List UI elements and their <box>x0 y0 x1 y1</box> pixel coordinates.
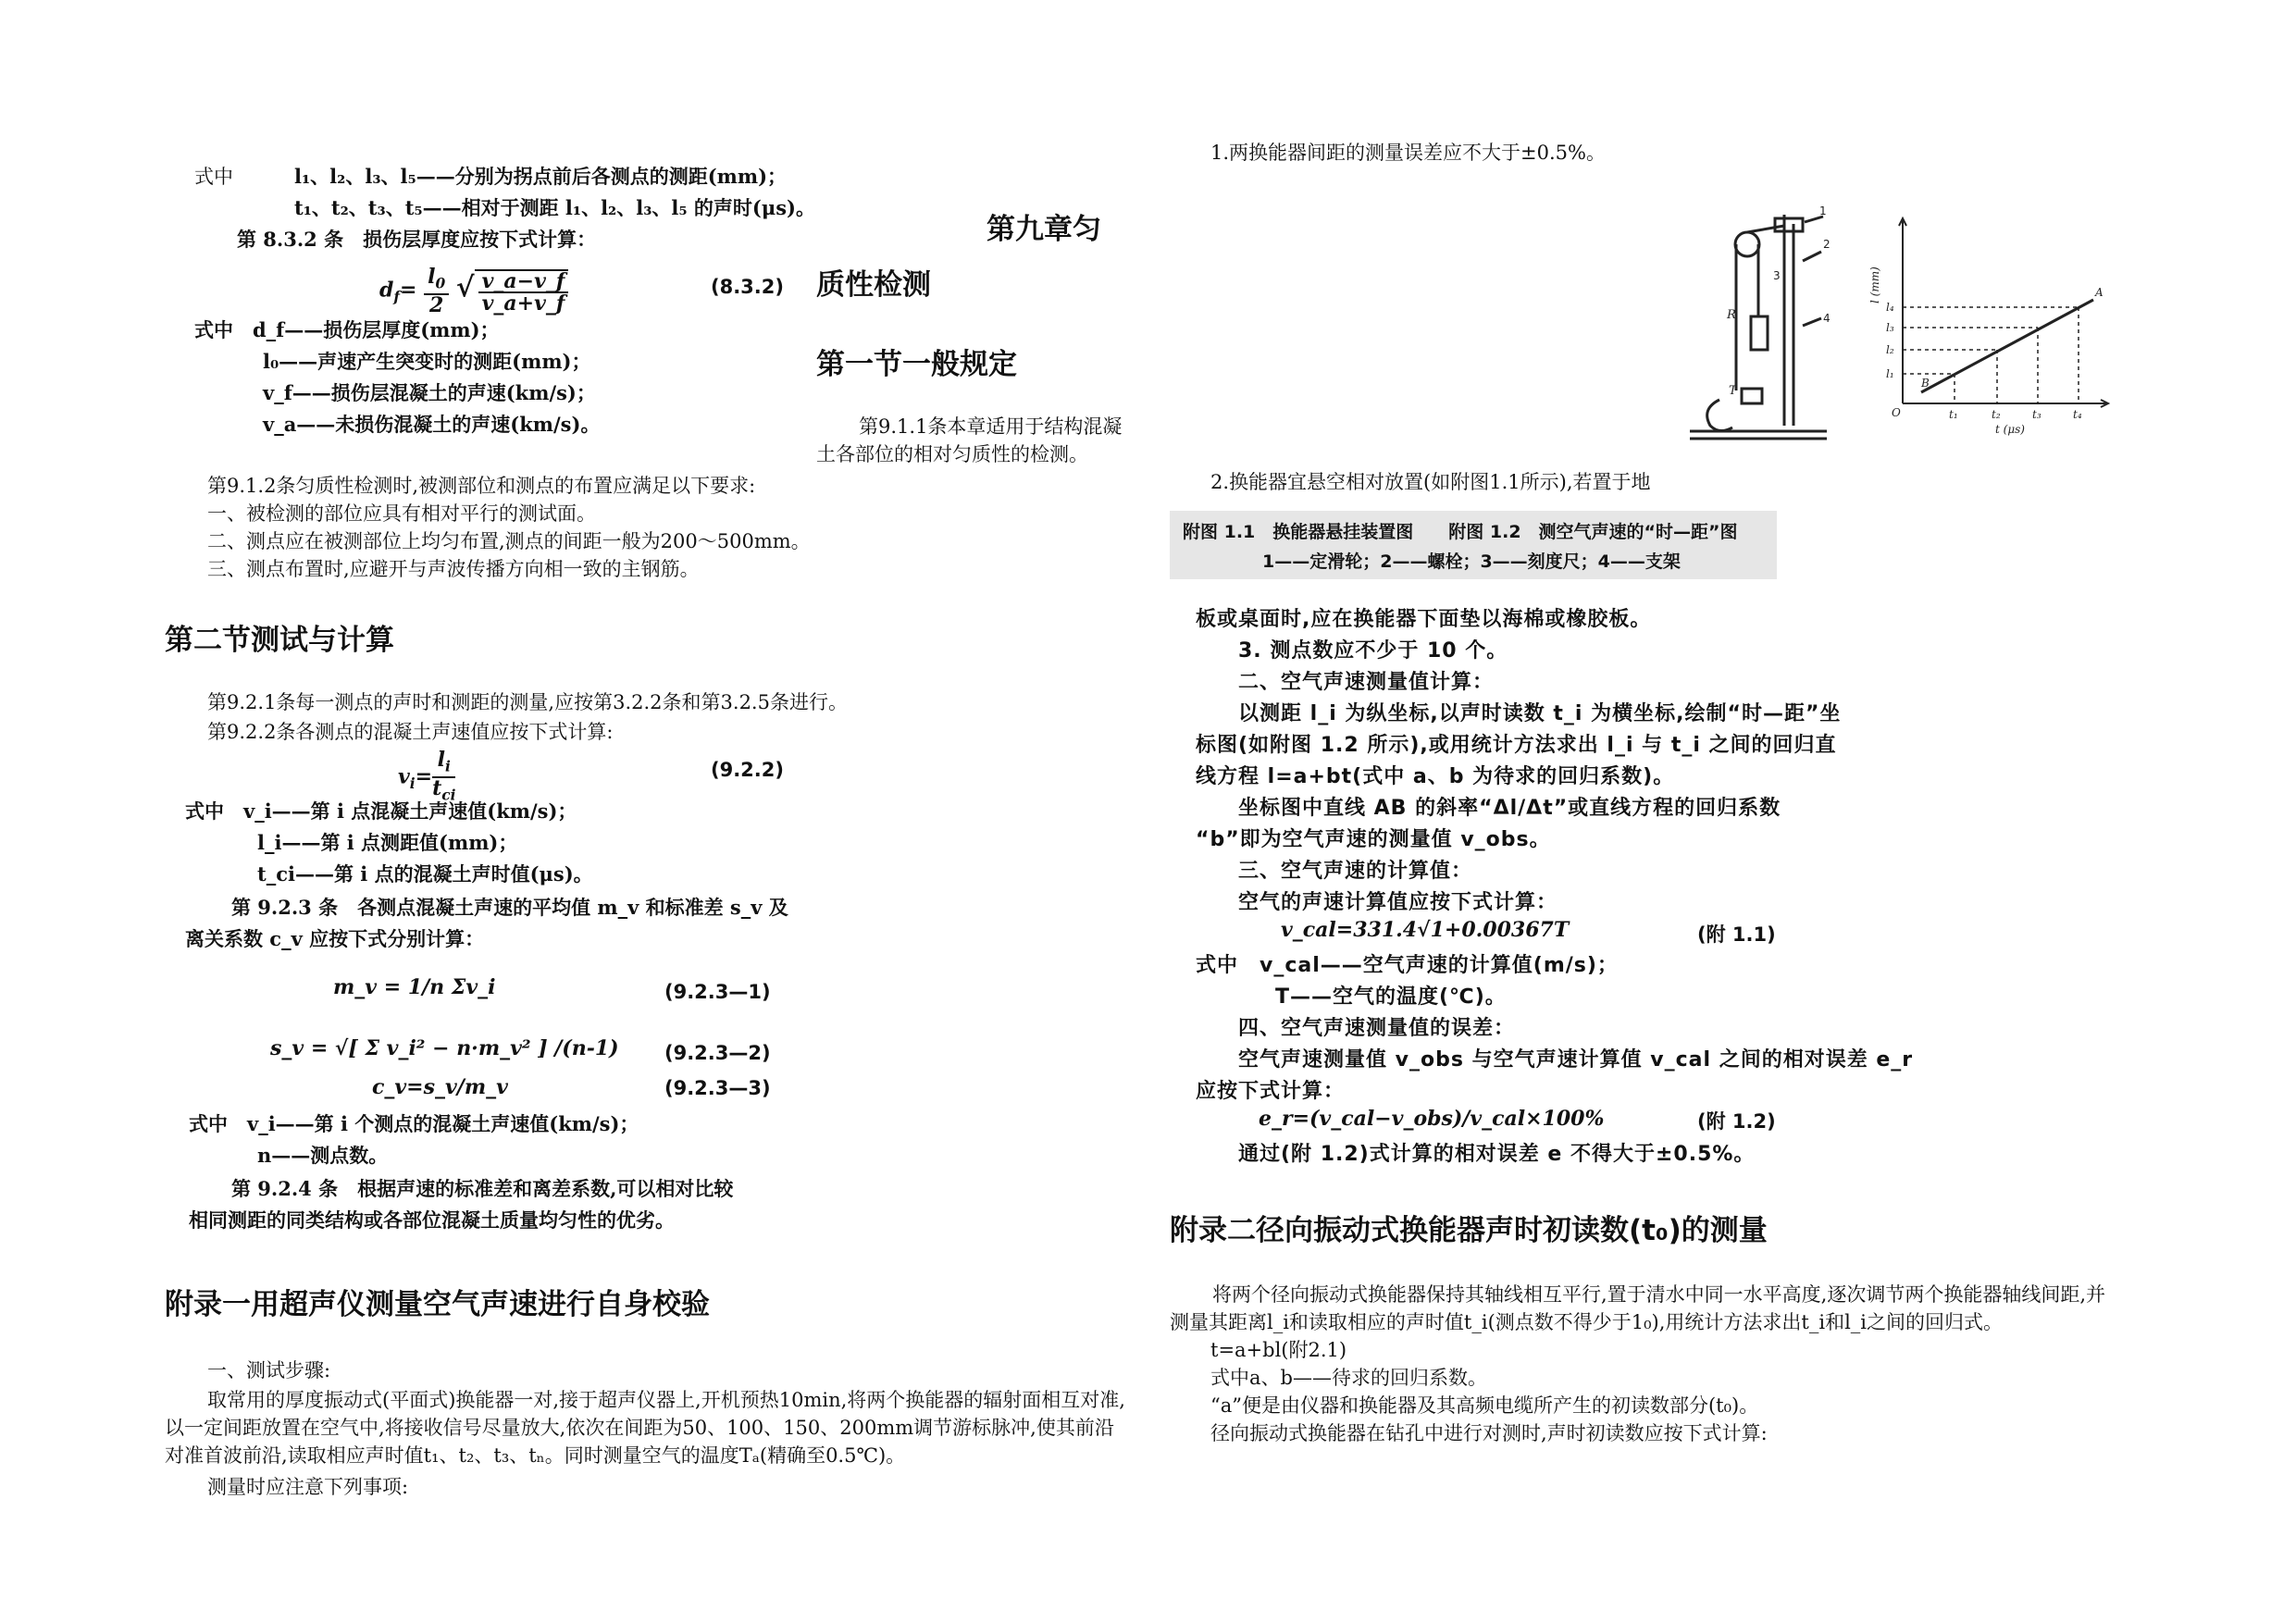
equation-number: (9.2.3—1) <box>664 981 771 1003</box>
formula-note: t₁、t₂、t₃、t₅——相对于测距 l₁、l₂、l₃、l₅ 的声时(μs)。 <box>294 196 815 219</box>
list-item: 三、测点布置时,应避开与声波传播方向相一致的主钢筋。 <box>207 558 700 580</box>
tick-label: t₂ <box>1992 408 2001 421</box>
formula-9-2-3-3: c_v=s_v/m_v <box>372 1075 508 1099</box>
definition-line: 式中 d_f——损伤层厚度(mm)； <box>194 318 500 341</box>
equation-number: (9.2.3—2) <box>664 1042 771 1064</box>
formula-note: l₁、l₂、l₃、l₅——分别为拐点前后各测点的测距(mm)； <box>294 165 788 188</box>
figure-label: T <box>1729 384 1737 398</box>
tick-label: l₁ <box>1886 367 1894 380</box>
article-9-2-3: 离关系数 c_v 应按下式分别计算： <box>185 927 485 950</box>
paragraph: 以测距 l_i 为纵坐标,以声时读数 t_i 为横坐标,绘制“时—距”坐 <box>1238 702 1842 725</box>
chapter-heading: 质性检测 <box>816 268 931 302</box>
equation-number: (附 1.2) <box>1697 1110 1776 1133</box>
tick-label: t₃ <box>2032 408 2042 421</box>
definition-line: l₀——声速产生突变时的测距(mm)； <box>263 350 591 373</box>
note-item: 1.两换能器间距的测量误差应不大于±0.5%。 <box>1210 142 1606 164</box>
point-label: A <box>2095 286 2104 299</box>
paragraph: 标图(如附图 1.2 所示),或用统计方法求出 l_i 与 t_i 之间的回归直 <box>1196 734 1837 757</box>
article-9-1-1: 第9.1.1条本章适用于结构混凝土各部位的相对匀质性的检测。 <box>816 415 1123 465</box>
definition-line: v_f——损伤层混凝土的声速(km/s)； <box>263 381 596 404</box>
paragraph: 板或桌面时,应在换能器下面垫以海棉或橡胶板。 <box>1196 608 1652 631</box>
figure-caption: 附图 1.1 换能器悬挂装置图 附图 1.2 测空气声速的“时—距”图 <box>1183 522 1738 542</box>
figure-caption: 1——定滑轮；2——螺栓；3——刻度尺；4——支架 <box>1262 551 1681 572</box>
paragraph: 四、空气声速测量值的误差： <box>1238 1017 1516 1040</box>
paragraph: 3. 测点数应不少于 10 个。 <box>1238 639 1508 663</box>
definition-line: v_a——未损伤混凝土的声速(km/s)。 <box>263 413 601 436</box>
tick-label: t₁ <box>1949 408 1958 421</box>
formula-appendix-2-1: t=a+bl(附2.1) <box>1210 1339 1347 1361</box>
transducer-suspension-figure <box>1682 205 1831 446</box>
axis-label: l (mm) <box>1868 266 1881 304</box>
time-distance-graph <box>1866 211 2116 442</box>
figure-label: R <box>1727 308 1736 322</box>
definition-line: 式中 v_i——第 i 个测点的混凝土声速值(km/s)； <box>189 1112 639 1135</box>
formula-9-2-2: $v_i=$ $\frac{l_i}{t_{ci}}$ <box>398 748 456 804</box>
paragraph: “a”便是由仪器和换能器及其高频电缆所产生的初读数部分(t₀)。 <box>1210 1394 1759 1417</box>
tick-label: l₄ <box>1886 301 1894 314</box>
section-heading: 第二节测试与计算 <box>165 624 394 657</box>
tick-label: l₃ <box>1886 321 1894 334</box>
formula-appendix-1-2: e_r=(v_cal−v_obs)/v_cal×100% <box>1259 1107 1605 1131</box>
chapter-heading: 第九章匀 <box>987 213 1101 246</box>
equation-number: (9.2.2) <box>711 759 784 781</box>
paragraph: 式中a、b——待求的回归系数。 <box>1210 1367 1487 1389</box>
list-item: 二、测点应在被测部位上均匀布置,测点的间距一般为200～500mm。 <box>207 530 811 552</box>
article-9-2-4: 第 9.2.4 条 根据声速的标准差和离差系数,可以相对比较 <box>231 1177 734 1200</box>
article-8-3-2: 第 8.3.2 条 损伤层厚度应按下式计算： <box>237 228 597 251</box>
figure-label: 3 <box>1773 269 1781 282</box>
equation-number: (附 1.1) <box>1697 923 1776 946</box>
where-label: 式中 <box>194 166 233 188</box>
paragraph: 坐标图中直线 AB 的斜率“Δl/Δt”或直线方程的回归系数 <box>1238 797 1781 820</box>
formula-appendix-1-1: v_cal=331.4√1+0.00367T <box>1281 918 1570 942</box>
origin-label: O <box>1892 406 1901 419</box>
paragraph: 测量时应注意下列事项: <box>207 1476 409 1498</box>
tick-label: t₄ <box>2073 408 2082 421</box>
paragraph: 通过(附 1.2)式计算的相对误差 e 不得大于±0.5%。 <box>1238 1143 1756 1166</box>
paragraph: 取常用的厚度振动式(平面式)换能器一对,接于超声仪器上,开机预热10min,将两个换能器的辐射面相互对准,以一定间距放置在空气中,将接收信号尽量放大,依次在间距为50、100、150、200mm调节游标脉冲,使其前沿对准首波前沿,读取相应声时值t₁、t₂、t₃、tₙ。同时测量空气的温度Tₐ(精确至0.5℃)。 <box>165 1389 1125 1467</box>
point-label: B <box>1921 377 1930 390</box>
article-9-2-3: 第 9.2.3 条 各测点混凝土声速的平均值 m_v 和标准差 s_v 及 <box>231 896 788 919</box>
appendix-heading: 附录二径向振动式换能器声时初读数(t₀)的测量 <box>1170 1214 1768 1247</box>
paragraph: 三、空气声速的计算值： <box>1238 860 1473 883</box>
definition-line: n——测点数。 <box>257 1144 389 1167</box>
axis-label: t (μs) <box>1995 423 2025 436</box>
list-item: 一、被检测的部位应具有相对平行的测试面。 <box>207 502 596 525</box>
figure-label: 4 <box>1823 312 1831 325</box>
definition-line: 式中 v_i——第 i 点混凝土声速值(km/s)； <box>185 799 577 823</box>
paragraph: 径向振动式换能器在钻孔中进行对测时,声时初读数应按下式计算: <box>1210 1422 1768 1444</box>
definition-line: 式中 v_cal——空气声速的计算值(m/s)； <box>1196 954 1619 977</box>
definition-line: T——空气的温度(℃)。 <box>1275 985 1507 1009</box>
note-item: 2.换能器宜悬空相对放置(如附图1.1所示),若置于地 <box>1210 471 1651 493</box>
paragraph: 二、空气声速测量值计算： <box>1238 671 1495 694</box>
article-9-1-2: 第9.1.2条匀质性检测时,被测部位和测点的布置应满足以下要求: <box>207 475 756 497</box>
paragraph: 一、测试步骤: <box>207 1359 331 1381</box>
article-9-2-1: 第9.2.1条每一测点的声时和测距的测量,应按第3.2.2条和第3.2.5条进行。 <box>207 691 848 713</box>
paragraph: 空气的声速计算值应按下式计算： <box>1238 891 1558 914</box>
article-9-2-2: 第9.2.2条各测点的混凝土声速值应按下式计算: <box>207 721 614 743</box>
definition-line: l_i——第 i 点测距值(mm)； <box>257 831 518 854</box>
equation-number: (8.3.2) <box>711 276 784 298</box>
paragraph: “b”即为空气声速的测量值 v_obs。 <box>1196 828 1551 851</box>
figure-label: 1 <box>1819 205 1827 217</box>
definition-line: t_ci——第 i 点的混凝土声时值(μs)。 <box>257 862 593 886</box>
section-heading: 第一节一般规定 <box>816 348 1017 381</box>
paragraph: 应按下式计算： <box>1196 1080 1346 1103</box>
appendix-heading: 附录一用超声仪测量空气声速进行自身校验 <box>165 1288 710 1321</box>
formula-9-2-3-2: s_v = √[ Σ v_i² − n·m_v² ] /(n-1) <box>270 1036 619 1060</box>
formula-8-3-2: $d_f=$ $\frac{l_0}{2}$ √ $\frac{v\_a-v\_f}{v\_a+v\_f}$ <box>379 266 568 316</box>
article-9-2-4: 相同测距的同类结构或各部位混凝土质量均匀性的优劣。 <box>189 1208 675 1232</box>
paragraph: 线方程 l=a+bt(式中 a、b 为待求的回归系数)。 <box>1196 765 1675 788</box>
paragraph: 将两个径向振动式换能器保持其轴线相互平行,置于清水中同一水平高度,逐次调节两个换能器轴线间距,并测量其距离l_i和读取相应的声时值t_i(测点数不得少于1₀),用统计方法求出t_i和l_i之间的回归式。 <box>1170 1283 2106 1333</box>
paragraph: 空气声速测量值 v_obs 与空气声速计算值 v_cal 之间的相对误差 e_r <box>1238 1048 1914 1072</box>
tick-label: l₂ <box>1886 343 1894 356</box>
equation-number: (9.2.3—3) <box>664 1077 771 1099</box>
figure-caption-box <box>1170 511 1777 579</box>
formula-9-2-3-1: m_v = 1/n Σv_i <box>333 975 496 999</box>
figure-label: 2 <box>1823 238 1831 251</box>
